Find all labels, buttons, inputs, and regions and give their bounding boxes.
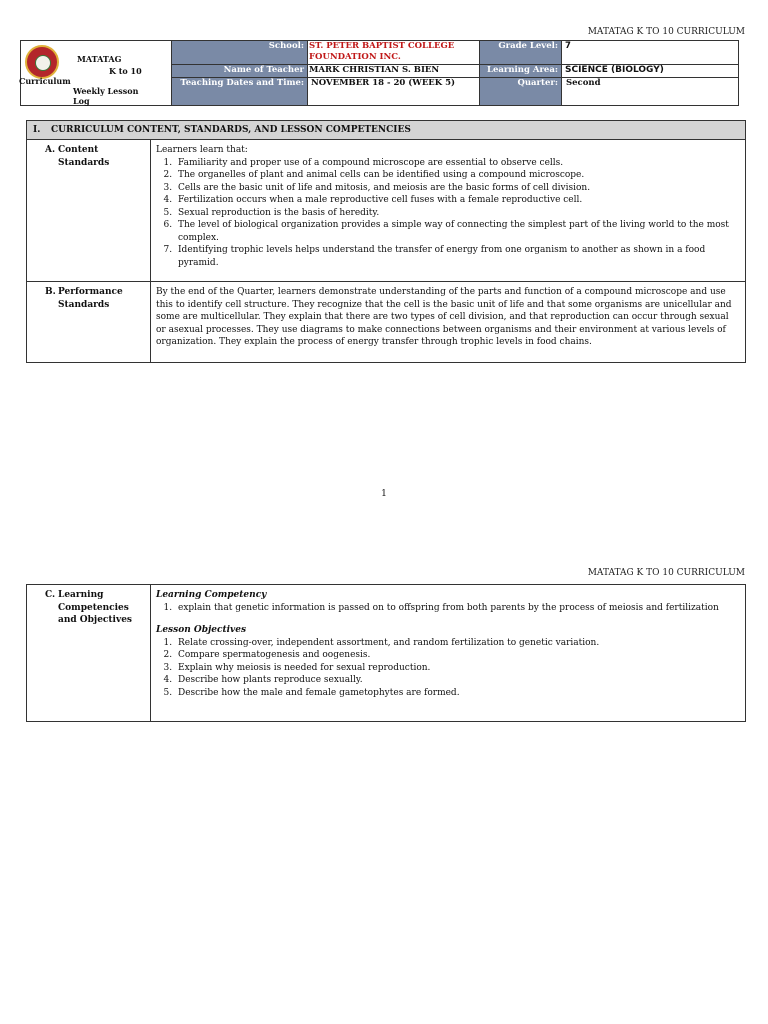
label-line1: Content <box>58 145 99 155</box>
area-label: Learning Area: <box>480 65 562 78</box>
header-table <box>20 40 739 106</box>
competencies-section <box>26 584 746 722</box>
performance-standards-row <box>27 281 745 362</box>
content-standards-body <box>151 140 745 281</box>
label-line2: Standards <box>58 299 110 310</box>
quarter-value: Second <box>566 78 601 88</box>
list-item: 2. The organelles of plant and animal cells can be identified using a compound microscope. <box>175 169 740 182</box>
list-item: 1. Relate crossing-over, independent assortment, and random fertilization to genetic variation. <box>175 637 740 650</box>
competencies-body <box>151 585 745 721</box>
school-seal-logo <box>25 45 59 79</box>
content-standards-row <box>27 140 745 281</box>
section-title <box>27 121 745 140</box>
curriculum-header: MATATAG K TO 10 CURRICULUM <box>587 27 745 37</box>
list-item: 3. Cells are the basic unit of life and mitosis, and meiosis are the basic forms of cell division. <box>175 182 740 195</box>
competency-list <box>156 602 740 615</box>
logo-text-weekly: Weekly Lesson <box>73 86 139 96</box>
label-line2: Standards <box>58 157 110 168</box>
list-item: 4. Describe how plants reproduce sexually. <box>175 674 740 687</box>
logo-text-k10: K to 10 <box>109 66 142 76</box>
list-item: 1. Familiarity and proper use of a compound microscope are essential to observe cells. <box>175 157 740 170</box>
list-item: 5. Describe how the male and female gametophytes are formed. <box>175 687 740 700</box>
label-letter: B. <box>45 287 56 297</box>
list-item: 3. Explain why meiosis is needed for sexual reproduction. <box>175 662 740 675</box>
curriculum-header: MATATAG K TO 10 CURRICULUM <box>587 568 745 578</box>
content-standards-list <box>156 157 740 270</box>
teacher-label: Name of Teacher <box>172 65 308 78</box>
area-value: SCIENCE (BIOLOGY) <box>562 65 738 78</box>
section-title-text: CURRICULUM CONTENT, STANDARDS, AND LESSON COMPETENCIES <box>51 125 411 135</box>
dates-label: Teaching Dates and Time: <box>172 78 308 105</box>
logo-text-matatag: MATATAG <box>77 54 122 64</box>
school-label: School: <box>172 41 308 65</box>
dates-value: NOVEMBER 18 - 20 (WEEK 5) <box>308 78 480 105</box>
competencies-row <box>27 585 745 721</box>
list-item: 4. Fertilization occurs when a male reproductive cell fuses with a female reproductive cell. <box>175 194 740 207</box>
content-standards-label <box>27 140 151 281</box>
objectives-list <box>156 637 740 700</box>
grade-value: 7 <box>562 41 738 65</box>
grade-label: Grade Level: <box>480 41 562 65</box>
logo-text-curriculum: Curriculum <box>19 76 71 86</box>
logo-text-log: Log <box>73 96 90 106</box>
list-item: 1. explain that genetic information is passed on to offspring from both parents by the process of meiosis and fertilization <box>175 602 740 615</box>
competency-heading: Learning Competency <box>156 590 267 600</box>
school-value-line1: ST. PETER BAPTIST COLLEGE <box>309 41 455 51</box>
quarter-label: Quarter: <box>480 78 562 105</box>
label-line2: Competencies <box>58 602 129 613</box>
objectives-heading: Lesson Objectives <box>156 625 247 635</box>
content-intro: Learners learn that: <box>156 145 248 155</box>
label-letter: C. <box>45 590 56 600</box>
school-value <box>308 41 480 65</box>
page-number: 1 <box>381 489 387 499</box>
list-item: 5. Sexual reproduction is the basis of heredity. <box>175 207 740 220</box>
list-item: 7. Identifying trophic levels helps understand the transfer of energy from one organism to another as shown in a food pyramid. <box>175 244 740 269</box>
label-letter: A. <box>45 145 56 155</box>
performance-standards-label <box>27 282 151 362</box>
logo-cell <box>21 41 172 105</box>
curriculum-section <box>26 120 746 363</box>
label-line3: and Objectives <box>58 615 132 625</box>
section-number: I. <box>33 125 41 135</box>
list-item: 6. The level of biological organization provides a simple way of connecting the simplest part of the living world to the most complex. <box>175 219 740 244</box>
performance-standards-body: By the end of the Quarter, learners demonstrate understanding of the parts and function of a compound microscope and use this to identify cell structure. They recognize that the cell is the basic unit of life and that some organisms are unicellular and some are multicellular. They explain that there are two types of cell division, and that reproduction can occur through sexual or asexual processes. They use diagrams to make connections between organisms and their environment at various levels of organization. They explain the process of energy transfer through trophic levels in food chains. <box>156 287 732 347</box>
competencies-label <box>27 585 151 721</box>
label-line1: Performance <box>58 287 123 297</box>
list-item: 2. Compare spermatogenesis and oogenesis. <box>175 649 740 662</box>
label-line1: Learning <box>58 590 104 600</box>
school-value-line2: FOUNDATION INC. <box>309 52 401 62</box>
teacher-value: MARK CHRISTIAN S. BIEN <box>308 65 480 78</box>
